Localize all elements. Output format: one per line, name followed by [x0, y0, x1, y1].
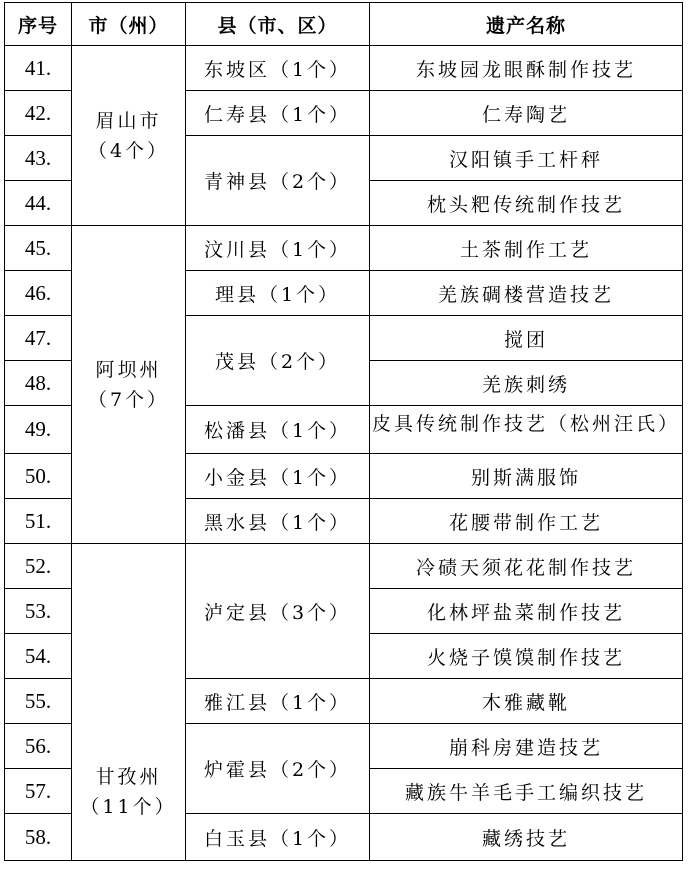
- heritage-name: 仁寿陶艺: [370, 91, 683, 136]
- row-index: 46.: [5, 271, 72, 316]
- county-cell: 松潘县（1个）: [186, 406, 370, 454]
- row-index: 58.: [5, 814, 72, 861]
- row-index: 47.: [5, 316, 72, 361]
- city-name: 眉山市: [95, 109, 162, 132]
- heritage-name: 搅团: [370, 316, 683, 361]
- row-index: 44.: [5, 181, 72, 226]
- row-index: 53.: [5, 589, 72, 634]
- county-cell: 仁寿县（1个）: [186, 91, 370, 136]
- heritage-name: 土茶制作工艺: [370, 226, 683, 271]
- table-row: [5, 46, 683, 91]
- heritage-name: 皮具传统制作技艺（松州汪氏）: [371, 413, 680, 435]
- heritage-name: 东坡园龙眼酥制作技艺: [370, 46, 683, 91]
- county-cell: 汶川县（1个）: [186, 226, 370, 271]
- heritage-name: 枕头粑传统制作技艺: [370, 181, 683, 226]
- city-count: （7个）: [87, 388, 170, 411]
- county-cell: 小金县（1个）: [186, 454, 370, 499]
- row-index: 50.: [5, 454, 72, 499]
- header-index: 序号: [5, 3, 72, 46]
- row-index: 54.: [5, 634, 72, 679]
- row-index: 55.: [5, 679, 72, 724]
- county-cell: 炉霍县（2个）: [186, 724, 370, 814]
- row-index: 51.: [5, 499, 72, 544]
- heritage-name: 藏绣技艺: [370, 814, 683, 861]
- header-city: 市（州）: [72, 3, 186, 46]
- heritage-name: 花腰带制作工艺: [370, 499, 683, 544]
- county-cell: 青神县（2个）: [186, 136, 370, 226]
- city-count: （4个）: [87, 139, 170, 162]
- city-cell: [72, 46, 186, 226]
- city-count: （11个）: [80, 796, 177, 818]
- city-cell: [72, 226, 186, 544]
- header-row: [5, 3, 683, 46]
- heritage-name: 火烧子馍馍制作技艺: [370, 634, 683, 679]
- heritage-name: 木雅藏靴: [370, 679, 683, 724]
- table-row: [5, 544, 683, 589]
- heritage-name: 羌族刺绣: [370, 361, 683, 406]
- row-index: 43.: [5, 136, 72, 181]
- table-row: [5, 226, 683, 271]
- row-index: 41.: [5, 46, 72, 91]
- city-name: 阿坝州: [95, 358, 162, 381]
- row-index: 56.: [5, 724, 72, 769]
- county-cell: 雅江县（1个）: [186, 679, 370, 724]
- heritage-table: [4, 2, 683, 861]
- city-cell: [72, 544, 186, 861]
- county-cell: 东坡区（1个）: [186, 46, 370, 91]
- county-cell: 茂县（2个）: [186, 316, 370, 406]
- header-county: 县（市、区）: [186, 3, 370, 46]
- county-cell: 黑水县（1个）: [186, 499, 370, 544]
- heritage-name-cell: [370, 406, 683, 454]
- heritage-name: 崩科房建造技艺: [370, 724, 683, 769]
- heritage-name: 汉阳镇手工杆秤: [370, 136, 683, 181]
- row-index: 49.: [5, 406, 72, 454]
- header-heritage: 遗产名称: [370, 3, 683, 46]
- county-cell: 理县（1个）: [186, 271, 370, 316]
- county-cell: 泸定县（3个）: [186, 544, 370, 679]
- county-cell: 白玉县（1个）: [186, 814, 370, 861]
- row-index: 52.: [5, 544, 72, 589]
- heritage-name: 化林坪盐菜制作技艺: [370, 589, 683, 634]
- heritage-name: 别斯满服饰: [370, 454, 683, 499]
- city-name: 甘孜州: [95, 766, 162, 788]
- row-index: 42.: [5, 91, 72, 136]
- row-index: 57.: [5, 769, 72, 814]
- heritage-name: 冷碛天须花花制作技艺: [370, 544, 683, 589]
- heritage-name: 羌族碉楼营造技艺: [370, 271, 683, 316]
- heritage-name: 藏族牛羊毛手工编织技艺: [370, 769, 683, 814]
- row-index: 45.: [5, 226, 72, 271]
- row-index: 48.: [5, 361, 72, 406]
